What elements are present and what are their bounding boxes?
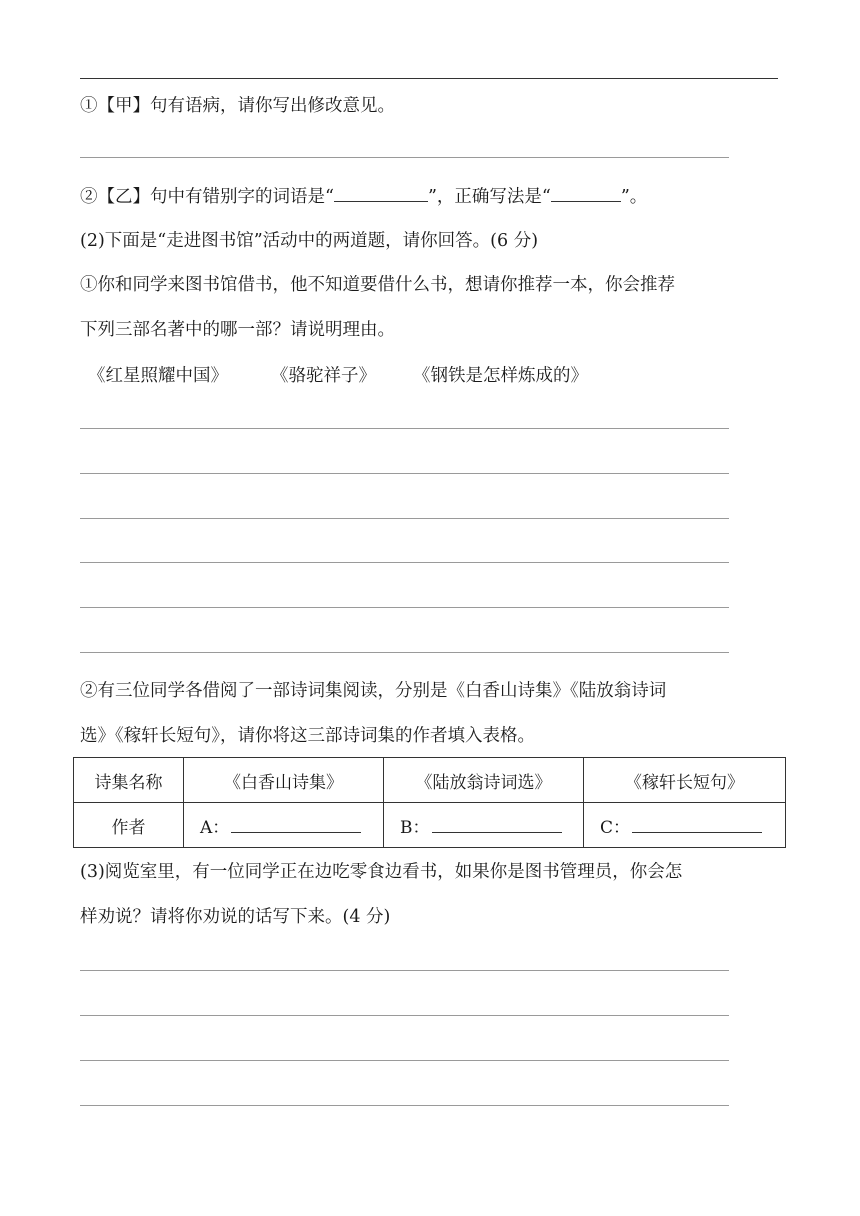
q1-yi-text-mid: ”，正确写法是“ [427,187,551,207]
q2-part1-line2: 下列三部名著中的哪一部？请说明理由。 [80,320,395,340]
answer-cell-c[interactable] [584,803,786,848]
answer-line[interactable] [80,473,729,474]
q1-yi-prompt [80,185,647,208]
table-header-cell: 《陆放翁诗词选》 [384,758,584,803]
answer-line[interactable] [80,428,729,429]
q2-part1-line1: ①你和同学来图书馆借书，他不知道要借什么书，想请你推荐一本，你会推荐 [80,275,675,295]
answer-line[interactable] [80,607,729,608]
q2-part2-line2: 选》《稼轩长短句》，请你将这三部诗词集的作者填入表格。 [80,726,535,746]
answer-cell-a[interactable] [184,803,384,848]
answer-line[interactable] [80,1015,729,1016]
answer-cell-b[interactable] [384,803,584,848]
wrong-word-blank[interactable] [334,185,428,202]
table-header-cell: 《稼轩长短句》 [584,758,786,803]
top-rule [80,78,778,79]
answer-label-c: C： [600,817,631,838]
table-header-row [74,758,786,803]
q1-yi-text-before: ②【乙】句中有错别字的词语是“ [80,187,334,207]
answer-line[interactable] [80,157,729,158]
q3-line2: 样劝说？请将你劝说的话写下来。(4 分) [80,907,391,927]
answer-line[interactable] [80,652,729,653]
answer-line[interactable] [80,562,729,563]
answer-line[interactable] [80,970,729,971]
q1-yi-text-after: ”。 [620,187,648,207]
q1-jia-prompt: ①【甲】句有语病，请你写出修改意见。 [80,96,395,116]
book-option-2: 《骆驼祥子》 [271,366,376,386]
author-blank-b[interactable] [432,816,562,833]
table-row [74,803,786,848]
answer-line[interactable] [80,518,729,519]
table-header-cell: 《白香山诗集》 [184,758,384,803]
answer-line[interactable] [80,1060,729,1061]
answer-line[interactable] [80,1105,729,1106]
q3-line1: (3)阅览室里，有一位同学正在边吃零食边看书，如果你是图书管理员，你会怎 [80,862,683,882]
q2-title: (2)下面是“走进图书馆”活动中的两道题，请你回答。(6 分) [80,231,539,251]
author-blank-c[interactable] [632,816,762,833]
author-blank-a[interactable] [231,816,361,833]
row-label-author: 作者 [74,803,184,848]
book-option-1: 《红星照耀中国》 [88,366,228,386]
answer-label-b: B： [400,817,430,838]
book-option-3: 《钢铁是怎样炼成的》 [413,366,588,386]
q2-part2-line1: ②有三位同学各借阅了一部诗词集阅读，分别是《白香山诗集》《陆放翁诗词 [80,681,667,701]
answer-label-a: A： [200,817,230,838]
poetry-author-table [73,757,786,848]
correct-word-blank[interactable] [551,185,621,202]
table-header-cell: 诗集名称 [74,758,184,803]
